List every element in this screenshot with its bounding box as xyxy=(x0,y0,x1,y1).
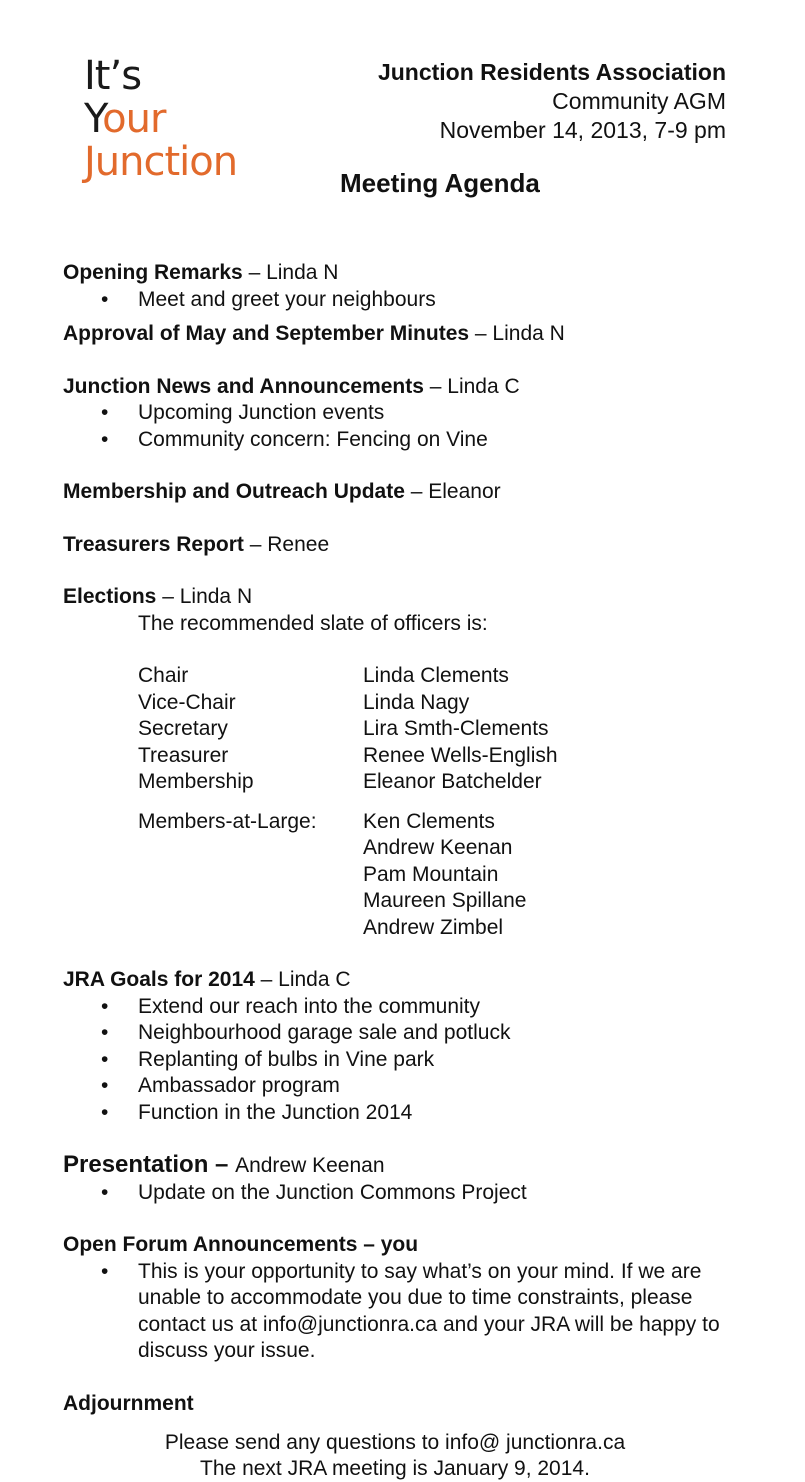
section-presenter: – Linda C xyxy=(254,968,351,991)
list-item: • Extend our reach into the community xyxy=(63,994,743,1021)
list-item: • This is your opportunity to say what’s on your mind. If we are unable to accommodate you due to time constraints, please contact us at info@junctionra.ca and your JRA will be happy to discuss your issue. xyxy=(63,1259,743,1365)
logo-line-3: Junction xyxy=(84,139,238,185)
section-opening xyxy=(63,260,743,287)
list-item: • Function in the Junction 2014 xyxy=(63,1100,743,1127)
organization-name: Junction Residents Association xyxy=(377,59,726,85)
agenda-body xyxy=(63,260,743,1417)
section-heading: Open Forum Announcements – you xyxy=(63,1233,419,1256)
officer-name: Linda Nagy xyxy=(363,690,470,714)
officer-name: Lira Smth-Clements xyxy=(363,717,549,740)
officer-name: Andrew Keenan xyxy=(363,836,513,859)
list-item: • Meet and greet your neighbours xyxy=(63,287,743,314)
logo-line-2-first: Y xyxy=(84,96,103,142)
footer-line-2: The next JRA meeting is January 9, 2014. xyxy=(200,1457,590,1480)
section-adjournment xyxy=(63,1391,743,1418)
members-at-large-label: Members-at-Large: xyxy=(138,809,317,833)
section-presenter: – Linda C xyxy=(429,374,520,398)
officers-table xyxy=(138,663,558,941)
officer-name: Ken Clements xyxy=(363,809,495,833)
section-heading: Junction News and Announcements xyxy=(63,374,430,398)
section-presentation xyxy=(63,1152,743,1180)
logo-line-1: It’s xyxy=(84,53,142,99)
section-presenter: – Linda N xyxy=(242,261,339,284)
list-item: • Community concern: Fencing on Vine xyxy=(63,427,743,454)
section-heading: Treasurers Report xyxy=(63,532,244,556)
table-row xyxy=(138,809,558,836)
section-forum xyxy=(63,1232,743,1259)
table-row xyxy=(138,888,558,915)
goals-bullets xyxy=(63,994,743,1127)
document-footer xyxy=(0,1430,790,1482)
section-approval xyxy=(63,321,743,348)
list-item: • Neighbourhood garage sale and potluck xyxy=(63,1020,743,1047)
officer-name: Andrew Zimbel xyxy=(363,915,504,939)
officer-role: Membership xyxy=(138,770,254,793)
news-bullets xyxy=(63,400,743,453)
officer-role: Vice-Chair xyxy=(138,690,236,714)
officer-name: Eleanor Batchelder xyxy=(363,770,542,793)
section-presenter: – Eleanor xyxy=(404,480,501,503)
section-heading: JRA Goals for 2014 xyxy=(63,968,255,991)
section-heading: Membership and Outreach Update xyxy=(63,480,405,503)
section-presenter: – Renee xyxy=(243,532,330,556)
table-row xyxy=(138,835,558,862)
section-presenter: Andrew Keenan xyxy=(235,1154,385,1177)
table-row xyxy=(138,915,558,942)
section-heading: Adjournment xyxy=(63,1391,194,1415)
presentation-bullets xyxy=(63,1180,743,1207)
table-row xyxy=(138,769,558,796)
list-item: • Ambassador program xyxy=(63,1073,743,1100)
opening-bullets xyxy=(63,287,743,314)
logo-line-2-rest: our xyxy=(102,96,166,142)
officer-role: Treasurer xyxy=(138,743,229,767)
list-item: • Replanting of bulbs in Vine park xyxy=(63,1047,743,1074)
table-row xyxy=(138,663,558,690)
document-header xyxy=(378,58,726,145)
officer-role: Secretary xyxy=(138,717,228,740)
event-date: November 14, 2013, 7-9 pm xyxy=(439,117,726,143)
section-goals xyxy=(63,967,743,994)
section-elections xyxy=(63,584,743,611)
table-row xyxy=(138,716,558,743)
table-row xyxy=(138,690,558,717)
section-heading: Opening Remarks xyxy=(63,261,243,284)
section-membership xyxy=(63,479,743,506)
footer-line-1: Please send any questions to info@ junctionra.ca xyxy=(164,1431,626,1454)
section-heading: Presentation – xyxy=(63,1151,236,1178)
section-heading: Approval of May and September Minutes xyxy=(63,322,470,345)
section-presenter: – Linda N xyxy=(469,322,565,345)
section-presenter: – Linda N xyxy=(156,585,253,608)
elections-intro: The recommended slate of officers is: xyxy=(138,611,488,635)
officer-name: Maureen Spillane xyxy=(363,889,527,912)
page-title: Meeting Agenda xyxy=(340,168,540,198)
table-row xyxy=(138,862,558,889)
officer-name: Linda Clements xyxy=(363,664,509,687)
its-your-junction-logo xyxy=(84,55,237,184)
logo-line-2 xyxy=(84,98,237,141)
section-news xyxy=(63,374,743,401)
officer-role: Chair xyxy=(138,664,189,687)
forum-bullets xyxy=(63,1259,743,1365)
event-name: Community AGM xyxy=(552,88,726,114)
section-heading: Elections xyxy=(63,585,157,608)
table-row xyxy=(138,743,558,770)
section-treasurer xyxy=(63,532,743,559)
officer-name: Pam Mountain xyxy=(363,862,499,886)
list-item: • Upcoming Junction events xyxy=(63,400,743,427)
officer-name: Renee Wells-English xyxy=(363,743,558,767)
list-item: • Update on the Junction Commons Project xyxy=(63,1180,743,1207)
